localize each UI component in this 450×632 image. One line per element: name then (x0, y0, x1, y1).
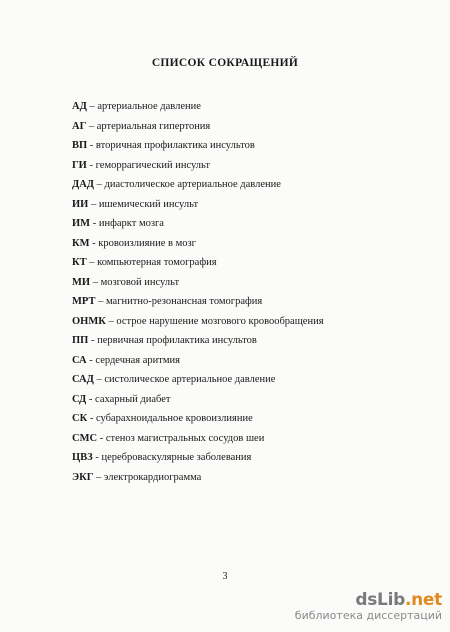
abbreviation-separator: – (86, 120, 97, 132)
abbreviation-separator: - (86, 159, 96, 171)
abbreviation-entry (72, 429, 324, 449)
abbreviation-separator: – (93, 374, 105, 385)
abbreviation-definition: кровоизлияние в мозг (98, 237, 196, 249)
abbreviation-entry (72, 195, 324, 215)
abbreviation-definition: первичная профилактика инсультов (97, 335, 257, 346)
page-title: СПИСОК СОКРАЩЕНИЙ (151, 57, 299, 69)
abbreviation-term: ПП (72, 335, 89, 346)
abbreviation-separator: - (88, 335, 98, 346)
abbreviation-definition: артериальная гипертония (96, 120, 211, 132)
abbreviation-definition: сердечная аритмия (95, 354, 180, 366)
abbreviation-term: ИМ (72, 218, 91, 229)
abbreviation-entry (72, 175, 324, 195)
abbreviation-entry (72, 292, 324, 312)
abbreviation-separator: - (87, 140, 96, 151)
abbreviation-separator: - (92, 452, 102, 463)
abbreviation-entry (72, 409, 324, 429)
abbreviation-entry (72, 370, 324, 390)
abbreviation-definition: субарахноидальное кровоизлияние (95, 413, 253, 424)
abbreviation-definition: ишемический инсульт (98, 198, 199, 210)
abbreviation-entry (72, 97, 324, 117)
abbreviation-separator: – (86, 257, 98, 268)
abbreviation-definition: инфаркт мозга (98, 218, 164, 229)
abbreviation-definition: сахарный диабет (95, 393, 171, 405)
abbreviation-entry (72, 351, 324, 371)
abbreviation-term: АД (72, 101, 87, 112)
abbreviation-entry (72, 234, 324, 254)
abbreviation-term: СА (72, 354, 87, 366)
watermark-logo-main: dsLib (355, 590, 405, 610)
abbreviation-term: ОНМК (72, 315, 106, 327)
watermark-logo (295, 591, 442, 622)
abbreviation-term: МИ (72, 276, 91, 288)
abbreviation-entry (72, 136, 324, 156)
abbreviation-term: СК (72, 413, 88, 424)
abbreviation-separator: - (90, 218, 99, 229)
abbreviation-entry (72, 390, 324, 410)
watermark-logo-suffix: .net (404, 590, 442, 610)
abbreviation-separator: - (86, 393, 96, 405)
abbreviation-entry (72, 448, 324, 468)
abbreviation-separator: - (89, 237, 99, 249)
abbreviation-definition: цереброваскулярные заболевания (101, 452, 252, 463)
abbreviation-entry (72, 117, 324, 137)
abbreviation-definition: компьютерная томография (97, 257, 217, 268)
abbreviation-definition: вторичная профилактика инсультов (95, 140, 255, 151)
abbreviation-term: ГИ (72, 159, 87, 171)
abbreviation-definition: систолическое артериальное давление (104, 374, 276, 385)
abbreviation-definition: артериальное давление (97, 101, 201, 112)
abbreviation-separator: – (94, 179, 105, 190)
abbreviation-term: СД (72, 393, 87, 405)
abbreviation-definition: острое нарушение мозгового кровообращения (116, 315, 324, 327)
abbreviation-term: КМ (72, 237, 90, 249)
abbreviation-term: ЭКГ (72, 471, 94, 483)
watermark-logo-text (295, 591, 442, 609)
abbreviation-definition: электрокардиограмма (103, 471, 202, 483)
abbreviation-entry (72, 468, 324, 488)
abbreviation-separator: – (95, 296, 106, 307)
watermark-subtitle: библиотека диссертаций (294, 609, 442, 622)
abbreviation-separator: – (90, 276, 101, 288)
abbreviation-separator: – (93, 471, 104, 483)
abbreviation-definition: стеноз магистральных сосудов шеи (105, 432, 265, 444)
abbreviation-entry (72, 253, 324, 273)
abbreviation-entry (72, 214, 324, 234)
abbreviation-entry (72, 273, 324, 293)
abbreviation-term: ВП (72, 140, 88, 151)
abbreviation-separator: - (97, 432, 106, 444)
abbreviation-separator: – (88, 198, 99, 210)
abbreviation-definition: диастолическое артериальное давление (104, 179, 281, 190)
abbreviation-definition: магнитно-резонансная томография (105, 296, 263, 307)
abbreviation-term: КТ (72, 257, 87, 268)
abbreviation-entry (72, 312, 324, 332)
abbreviation-separator: – (86, 101, 98, 112)
abbreviation-definition: геморрагический инсульт (95, 159, 211, 171)
abbreviation-definition: мозговой инсульт (100, 276, 180, 288)
abbreviation-term: АГ (72, 120, 87, 132)
abbreviation-term: ЦВЗ (72, 452, 93, 463)
abbreviation-term: МРТ (72, 296, 96, 307)
abbreviation-term: ИИ (72, 198, 89, 210)
abbreviation-separator: – (105, 315, 117, 327)
abbreviation-separator: - (86, 354, 96, 366)
abbreviation-separator: - (87, 413, 96, 424)
abbreviation-entry (72, 331, 324, 351)
page-number: 3 (222, 571, 228, 582)
abbreviation-entry (72, 156, 324, 176)
abbreviation-term: САД (72, 374, 94, 385)
abbreviation-list (72, 97, 324, 487)
abbreviation-term: СМС (72, 432, 98, 444)
abbreviation-term: ДАД (72, 179, 95, 190)
